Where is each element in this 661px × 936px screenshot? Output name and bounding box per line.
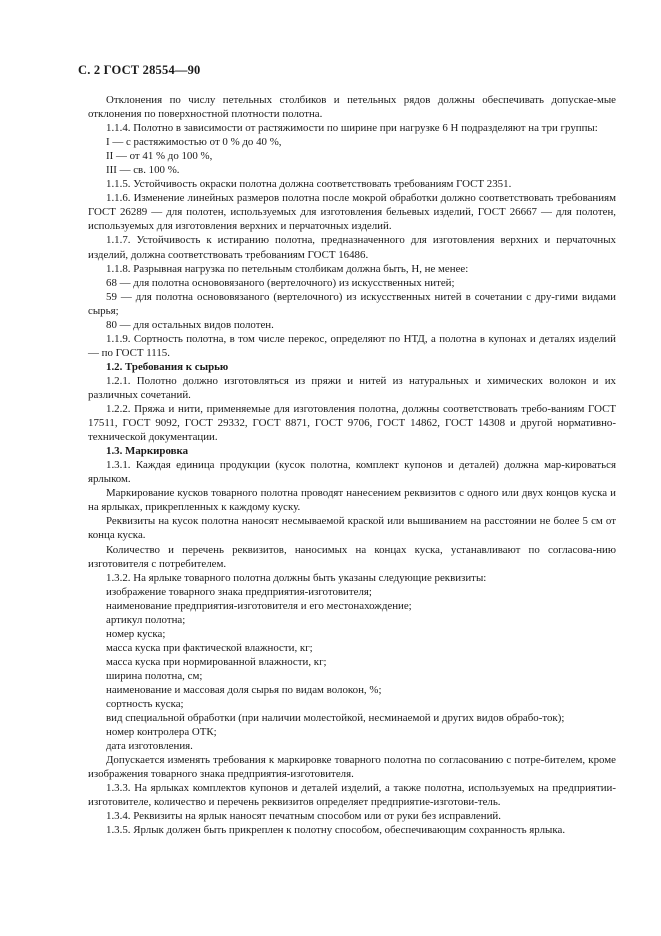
- paragraph: 1.3.1. Каждая единица продукции (кусок полотна, комплект купонов и деталей) должна мар-кироваться ярлыком.: [88, 459, 616, 486]
- paragraph: наименование предприятия-изготовителя и его местонахождение;: [106, 599, 412, 612]
- paragraph: 1.3.5. Ярлык должен быть прикреплен к полотну способом, обеспечивающим сохранность ярлыка.: [106, 824, 566, 837]
- paragraph: 1.1.6. Изменение линейных размеров полотна после мокрой обработки должно соответствовать требованиям ГОСТ 26289 — для полотен, используемых для изготовления бельевых изделий, ГОСТ 26667 — для полотен, используемых для изготовления верхних и перчаточных изделий.: [88, 192, 616, 233]
- paragraph: дата изготовления.: [106, 740, 193, 753]
- paragraph: 1.2.1. Полотно должно изготовляться из пряжи и нитей из натуральных и химических волокон и их различных сочетаний.: [88, 374, 616, 401]
- paragraph: Отклонения по числу петельных столбиков и петельных рядов должны обеспечивать допускае-мые отклонения по поверхностной плотности полотна.: [88, 94, 616, 121]
- paragraph: 1.1.4. Полотно в зависимости от растяжимости по ширине при нагрузке 6 Н подразделяют на три группы:: [106, 122, 598, 135]
- paragraph: 1.1.9. Сортность полотна, в том числе перекос, определяют по НТД, а полотна в купонах и деталях изделий — по ГОСТ 1115.: [88, 332, 616, 359]
- paragraph: изображение товарного знака предприятия-изготовителя;: [106, 585, 372, 598]
- paragraph: 1.1.7. Устойчивость к истиранию полотна, предназначенного для изготовления верхних и перчаточных изделий, должна соответствовать требованиям ГОСТ 16486.: [88, 234, 616, 261]
- paragraph: вид специальной обработки (при наличии молестойкой, несминаемой и других видов обрабо-ток);: [106, 712, 565, 725]
- paragraph: 59 — для полотна основовязаного (вертелочного) из искусственных нитей в сочетании с дру-гими видами сырья;: [88, 290, 616, 317]
- paragraph: масса куска при нормированной влажности, кг;: [106, 655, 327, 668]
- paragraph: 1.1.8. Разрывная нагрузка по петельным столбикам должна быть, Н, не менее:: [106, 262, 469, 275]
- paragraph: артикул полотна;: [106, 613, 186, 626]
- paragraph: наименование и массовая доля сырья по видам волокон, %;: [106, 683, 382, 696]
- paragraph: номер контролера ОТК;: [106, 726, 217, 739]
- paragraph: 1.3.3. На ярлыках комплектов купонов и деталей изделий, а также полотна, используемых на предприятии-изготовителе, количество и перечень реквизитов определяет предприятие-изготови-тель.: [88, 782, 616, 809]
- paragraph: ширина полотна, см;: [106, 669, 203, 682]
- paragraph: номер куска;: [106, 627, 166, 640]
- paragraph: масса куска при фактической влажности, кг;: [106, 641, 313, 654]
- section-heading: 1.3. Маркировка: [106, 445, 189, 458]
- paragraph: Маркирование кусков товарного полотна проводят нанесением реквизитов с одного или двух концов куска и на ярлыках, прикрепленных к каждому куску.: [88, 487, 616, 514]
- paragraph: 1.3.2. На ярлыке товарного полотна должны быть указаны следующие реквизиты:: [106, 571, 487, 584]
- paragraph: II — от 41 % до 100 %,: [106, 150, 213, 163]
- paragraph: 1.1.5. Устойчивость окраски полотна должна соответствовать требованиям ГОСТ 2351.: [106, 178, 512, 191]
- paragraph: Реквизиты на кусок полотна наносят несмываемой краской или вышиванием на расстоянии не более 5 см от конца куска.: [88, 515, 616, 542]
- paragraph: сортность куска;: [106, 698, 184, 711]
- paragraph: 68 — для полотна основовязаного (вертелочного) из искусственных нитей;: [106, 276, 455, 289]
- page-header: С. 2 ГОСТ 28554—90: [78, 63, 201, 77]
- paragraph: Допускается изменять требования к маркировке товарного полотна по согласованию с потре-бителем, кроме изображения товарного знака предприятия-изготовителя.: [88, 754, 616, 781]
- paragraph: III — св. 100 %.: [106, 164, 180, 177]
- paragraph: Количество и перечень реквизитов, наносимых на концах куска, устанавливают по согласова-нию изготовителя с потребителем.: [88, 543, 616, 570]
- document-body: [88, 93, 616, 837]
- paragraph: I — с растяжимостью от 0 % до 40 %,: [106, 136, 282, 149]
- paragraph: 80 — для остальных видов полотен.: [106, 318, 274, 331]
- paragraph: 1.2.2. Пряжа и нити, применяемые для изготовления полотна, должны соответствовать требо-ваниям ГОСТ 17511, ГОСТ 9092, ГОСТ 29332, ГОСТ 8871, ГОСТ 9706, ГОСТ 14862, ГОСТ 14308 и другой нормативно-технической документации.: [88, 403, 616, 444]
- paragraph: 1.3.4. Реквизиты на ярлык наносят печатным способом или от руки без исправлений.: [106, 810, 501, 823]
- section-heading: 1.2. Требования к сырью: [106, 360, 229, 373]
